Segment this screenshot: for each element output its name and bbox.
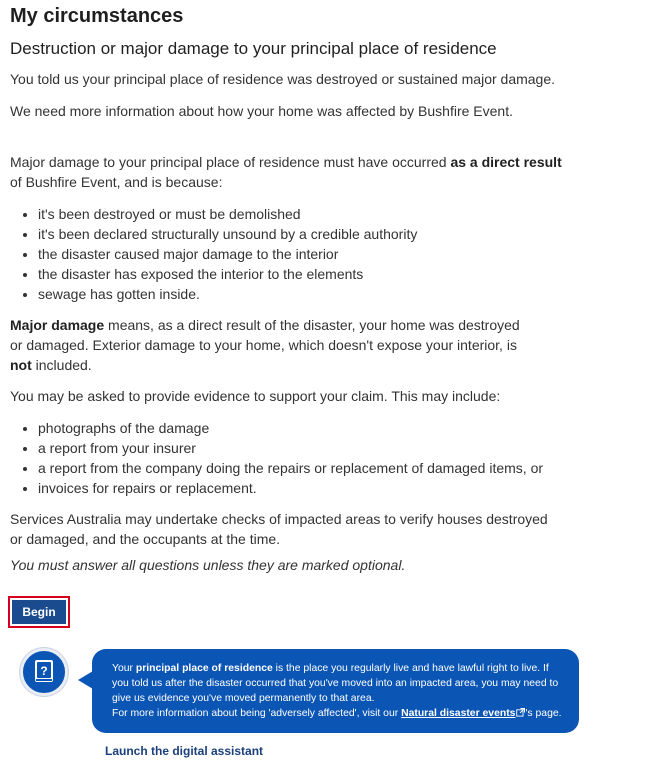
natural-disaster-events-link[interactable]: Natural disaster events [401,708,525,719]
begin-button[interactable]: Begin [12,600,66,624]
begin-button-focus-ring [8,596,70,628]
intro-text: You told us your principal place of residence was destroyed or sustained major damage. [10,71,556,87]
list-item: • the disaster caused major damage to the interior [38,244,417,264]
assistant-message-bubble: Your principal place of residence is the place you regularly live and have lawful right to live. If you told us after the disaster occurred that you've moved into an impacted area, you may need to give us evidence you've moved permanently to that area. For more information about being 'adversely affected', visit our Natural disaster events 's page. [92,649,579,733]
list-item: • sewage has gotten inside. [38,284,417,304]
list-item: • a report from your insurer [38,438,543,458]
checks-text: Services Australia may undertake checks of impacted areas to verify houses destroyed or damaged, and the occupants at the time. [10,511,548,547]
info-request-text: We need more information about how your home was affected by Bushfire Event. [10,103,513,119]
list-item: • invoices for repairs or replacement. [38,478,543,498]
evidence-text: You may be asked to provide evidence to support your claim. This may include: [10,388,501,404]
required-note: You must answer all questions unless they are marked optional. [10,557,406,573]
criteria-list [10,204,417,304]
page-subtitle: Destruction or major damage to your principal place of residence [10,39,497,58]
major-damage-criteria-text: Major damage to your principal place of residence must have occurred as a direct result of Bushfire Event, and is because: [10,154,562,190]
list-item: • it's been declared structurally unsound by a credible authority [38,224,417,244]
page-title: My circumstances [10,5,184,27]
book-question-icon[interactable] [20,648,68,696]
list-item: • the disaster has exposed the interior to the elements [38,264,417,284]
list-item: • a report from the company doing the repairs or replacement of damaged items, or [38,458,543,478]
list-item: • it's been destroyed or must be demolished [38,204,417,224]
evidence-list [10,418,543,498]
major-damage-definition: Major damage means, as a direct result of the disaster, your home was destroyed or damaged. Exterior damage to your home, which doesn't expose your interior, is not included. [10,317,520,373]
svg-text:?: ? [40,664,48,678]
list-item: • photographs of the damage [38,418,543,438]
launch-digital-assistant-link[interactable]: Launch the digital assistant [105,744,264,758]
